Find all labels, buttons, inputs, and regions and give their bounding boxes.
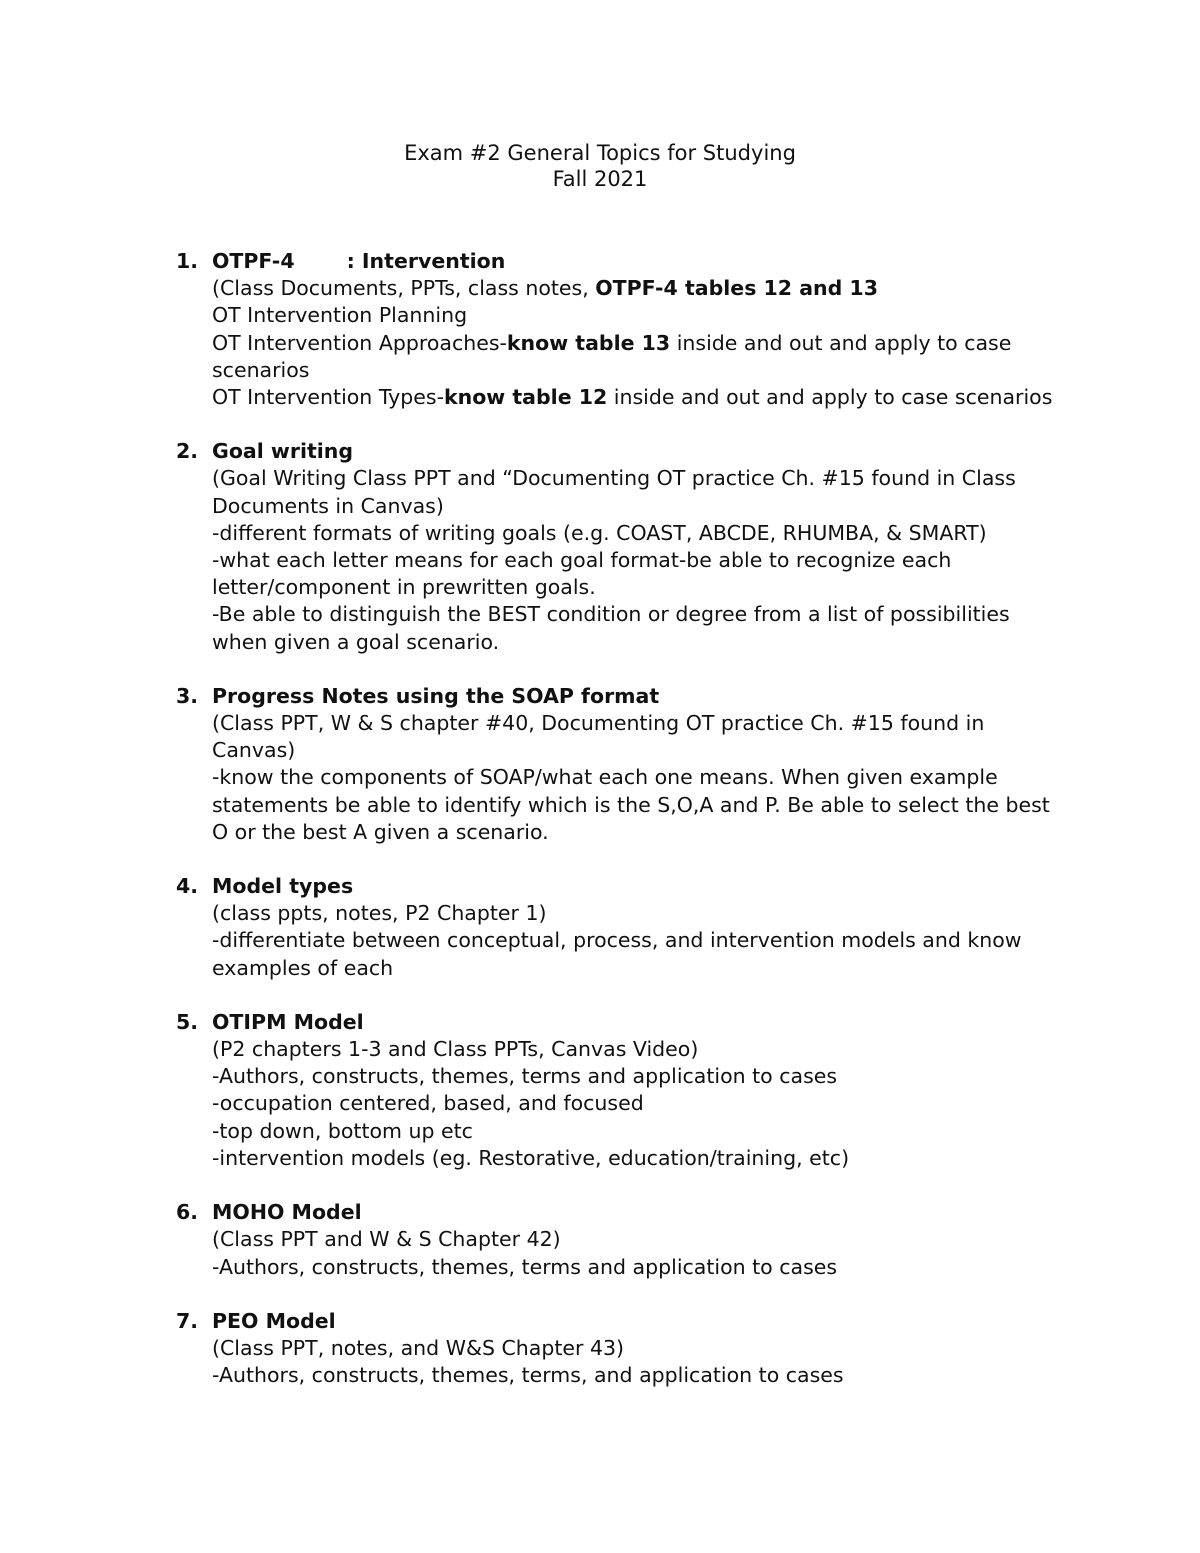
topic-list bbox=[176, 248, 1066, 1416]
topic-number: 2. bbox=[176, 439, 199, 464]
topic-line: -Be able to distinguish the BEST condition or degree from a list of possibilities when given a goal scenario. bbox=[212, 602, 1010, 654]
topic-line: -differentiate between conceptual, process, and intervention models and know examples of each bbox=[212, 928, 1022, 980]
topic-line: OT Intervention Approaches-know table 13 inside and out and apply to case scenarios bbox=[212, 330, 1012, 382]
topic-line: (class ppts, notes, P2 Chapter 1) bbox=[212, 901, 547, 926]
document-subtitle: Fall 2021 bbox=[552, 167, 648, 191]
topic-line: -Authors, constructs, themes, terms and application to cases bbox=[212, 1064, 838, 1089]
topic-item bbox=[176, 1199, 1066, 1281]
topic-heading: MOHO Model bbox=[212, 1200, 362, 1225]
topic-number: 3. bbox=[176, 683, 199, 708]
topic-line: (Class Documents, PPTs, class notes, OTPF-4 tables 12 and 13 bbox=[212, 276, 878, 301]
topic-number: 1. bbox=[176, 249, 199, 273]
topic-heading: OTIPM Model bbox=[212, 1009, 364, 1034]
topic-line: OT Intervention Planning bbox=[212, 303, 468, 328]
topic-heading: PEO Model bbox=[212, 1308, 336, 1333]
topic-line: (Goal Writing Class PPT and “Documenting OT practice Ch. #15 found in Class Documents in Canvas) bbox=[212, 466, 1016, 518]
topic-item bbox=[176, 683, 1066, 846]
topic-line: -know the components of SOAP/what each one means. When given example statements be able to identify which is the S,O,A and P. Be able to select the best O or the best A given a scenario. bbox=[212, 765, 1050, 844]
topic-heading: Progress Notes using the SOAP format bbox=[212, 683, 660, 708]
topic-line: (Class PPT, W & S chapter #40, Documenting OT practice Ch. #15 found in Canvas) bbox=[212, 711, 985, 763]
topic-item bbox=[176, 438, 1066, 656]
topic-number: 7. bbox=[176, 1308, 199, 1333]
topic-item bbox=[176, 248, 1066, 411]
topic-number: 4. bbox=[176, 874, 199, 899]
topic-heading: Model types bbox=[212, 874, 354, 899]
topic-line: -occupation centered, based, and focused bbox=[212, 1091, 644, 1116]
topic-line: -Authors, constructs, themes, terms and application to cases bbox=[212, 1254, 838, 1279]
topic-line: -Authors, constructs, themes, terms, and application to cases bbox=[212, 1363, 844, 1388]
topic-heading: OTPF-4 : Intervention bbox=[212, 249, 506, 273]
document-header bbox=[0, 140, 1200, 192]
topic-number: 5. bbox=[176, 1009, 199, 1034]
topic-item bbox=[176, 1308, 1066, 1390]
topic-number: 6. bbox=[176, 1200, 199, 1225]
topic-item bbox=[176, 873, 1066, 982]
topic-line: -different formats of writing goals (e.g. COAST, ABCDE, RHUMBA, & SMART) bbox=[212, 520, 987, 545]
topic-line: OT Intervention Types-know table 12 inside and out and apply to case scenarios bbox=[212, 385, 1053, 410]
topic-line: -top down, bottom up etc bbox=[212, 1118, 473, 1143]
topic-item bbox=[176, 1009, 1066, 1172]
topic-line: (P2 chapters 1-3 and Class PPTs, Canvas Video) bbox=[212, 1037, 699, 1062]
topic-line: (Class PPT and W & S Chapter 42) bbox=[212, 1227, 561, 1252]
topic-line: (Class PPT, notes, and W&S Chapter 43) bbox=[212, 1335, 625, 1360]
topic-line: -what each letter means for each goal format-be able to recognize each letter/component in prewritten goals. bbox=[212, 548, 952, 600]
topic-heading: Goal writing bbox=[212, 439, 354, 464]
topic-line: -intervention models (eg. Restorative, education/training, etc) bbox=[212, 1145, 850, 1170]
document-title: Exam #2 General Topics for Studying bbox=[404, 141, 796, 165]
